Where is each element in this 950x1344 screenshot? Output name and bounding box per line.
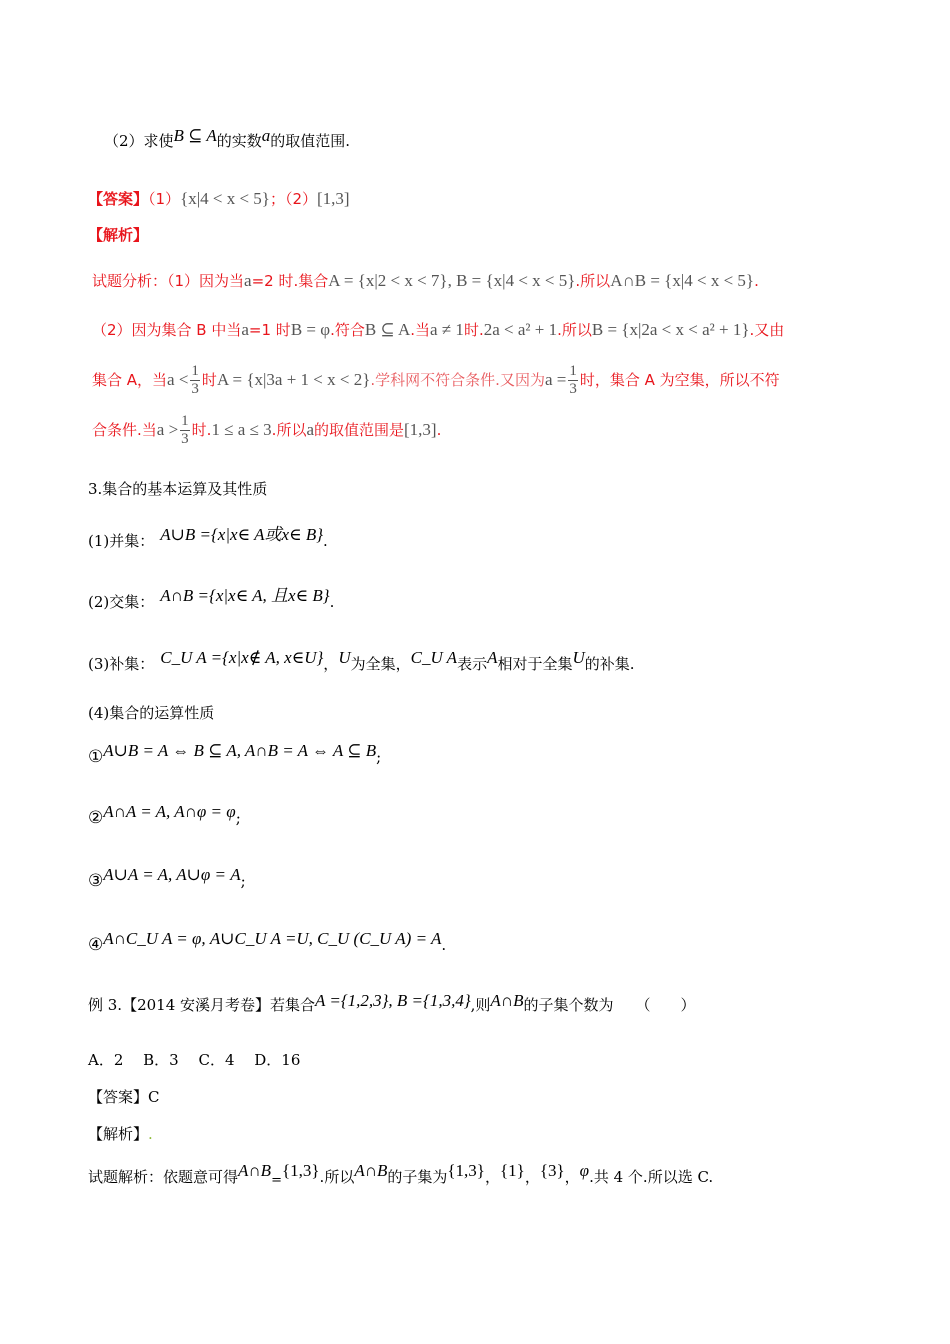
text-segment: ， [524,1168,540,1186]
text-segment: [1,3] [404,420,437,439]
text-segment: .符合 [330,321,365,339]
text-segment: . [329,593,335,611]
text-segment: .所以 [319,1168,355,1186]
fraction-one-third [180,413,190,448]
text-segment: B = {x|2a < x < a² + 1} [591,320,750,339]
text-segment: A∩B [354,1161,388,1180]
text-segment: .所以 [271,421,307,439]
intersection-definition [88,585,335,611]
text-segment: ; [235,809,241,827]
text-segment: (2)交集： [88,593,155,611]
text-segment: ， [323,655,339,673]
text-segment: . [436,421,442,439]
text-segment: A∩A = A, A∩φ = φ [103,802,236,821]
text-segment: ,则 [470,996,491,1014]
text-segment: A = {x|3a + 1 < x < 2} [216,370,371,389]
text-segment: 时，集合 A 为空集，所以不符 [579,371,780,389]
text-segment: 时 [201,371,217,389]
text-segment: 【答案】 [88,190,149,208]
fraction-one-third [568,363,578,398]
text-segment: ; [240,872,246,890]
property-1 [88,740,382,767]
text-segment: (1)并集： [88,532,155,550]
text-segment: . [754,272,759,290]
text-segment: 3 [569,381,577,397]
analysis-label: 【解析】 [88,226,149,244]
text-segment: ， [564,1168,580,1186]
text-segment: 1 ≤ a ≤ 3 [211,420,272,439]
text-segment: .学科网不符合条件.又因为 [370,371,545,389]
text-segment: a [306,420,314,439]
solution-line-2 [92,319,784,341]
text-segment: U [572,648,585,667]
text-segment: A∪A = A, A∪φ = A [103,865,241,884]
answer-line [88,188,350,210]
answer-options: A．2 B．3 C．4 D．16 [88,1051,301,1069]
text-segment: 1 [191,363,199,379]
text-segment: A∩B [490,991,524,1010]
text-segment: A∪B = A ⇔ B ⊆ A, A∩B = A ⇔ A ⊆ B [103,741,377,760]
text-segment: 时. [463,321,484,339]
text-segment: ④ [88,935,104,955]
text-segment: B ⊆ A [173,126,217,145]
text-segment: .所以 [557,321,592,339]
text-segment: 3 [191,381,199,397]
example-3-analysis [88,1123,153,1145]
text-segment: A∩B ={x|x∈ A, 且x∈ B} [160,586,330,605]
text-segment: {1,3} [447,1161,485,1180]
question-2 [104,126,351,152]
text-segment: U [338,648,351,667]
text-segment: . [148,1125,153,1143]
text-segment: A∩C_U A = φ, A∪C_U A =U, C_U (C_U A) = A [103,929,442,948]
text-segment: ；（2） [269,190,318,208]
text-segment: a [261,126,271,145]
text-segment: ; [376,748,382,766]
text-segment: a = [544,370,567,389]
text-segment: 时. [191,421,212,439]
text-segment: 1 [181,413,189,429]
text-segment: 的取值范围是 [314,421,405,439]
text-segment: 的实数 [216,132,262,150]
text-segment: A ={1,2,3}, B ={1,3,4} [315,991,471,1010]
text-segment: .所以 [575,272,611,290]
text-segment: a [244,271,252,290]
example-3-solution [88,1160,714,1188]
text-segment: B = φ [290,320,331,339]
text-segment: a < [167,370,189,389]
text-segment: A = {x|2 < x < 7}, B = {x|4 < x < 5} [328,271,576,290]
properties-title: (4)集合的运算性质 [88,704,215,722]
text-segment: φ [579,1161,590,1180]
text-segment: （ ） [635,996,696,1014]
text-segment: ③ [88,871,104,891]
text-segment: A∩B [238,1161,272,1180]
text-segment: 集合 A，当 [92,371,168,389]
text-segment: 2a < a² + 1 [483,320,558,339]
text-segment: 合条件.当 [92,421,157,439]
text-segment: （2）因为集合 B 中当 [92,321,242,339]
text-segment: B ⊆ A [364,320,411,339]
text-segment: = [271,1173,282,1188]
solution-line-1 [92,270,759,292]
text-segment: （2）求使 [104,132,174,150]
property-4 [88,928,447,955]
text-segment: .当 [410,321,431,339]
text-segment: A∪B ={x|x∈ A或x∈ B} [160,525,324,544]
text-segment: 相对于全集 [497,655,573,673]
solution-line-3 [92,362,780,398]
text-segment: 3 [181,431,189,447]
text-segment: ② [88,808,104,828]
text-segment: [1,3] [317,189,350,208]
text-segment: A [487,648,498,667]
text-segment: A∩B = {x|4 < x < 5} [610,271,755,290]
text-segment: .又由 [749,321,785,339]
text-segment: {1,3} [281,1161,320,1180]
text-segment: 【解析】 [88,1125,149,1143]
property-2 [88,801,241,828]
text-segment: . [441,936,447,954]
text-segment: . [323,532,328,550]
text-segment: C_U A [410,648,458,667]
text-segment: a > [156,420,179,439]
text-segment: =1 时 [248,321,291,339]
text-segment: 试题分析：（1）因为当 [92,272,245,290]
text-segment: C_U A ={x|x∉ A, x∈U} [160,648,324,667]
text-segment: 的取值范围. [270,132,351,150]
text-segment: ① [88,747,104,767]
text-segment: 的补集. [584,655,635,673]
text-segment: 的子集个数为 [523,996,614,1014]
text-segment: a ≠ 1 [430,320,464,339]
solution-line-4 [92,412,441,448]
text-segment: .共 4 个.所以选 C. [589,1168,714,1186]
text-segment: 为全集， [350,655,411,673]
text-segment: {1} [499,1161,525,1180]
text-segment: {3} [539,1161,565,1180]
text-segment: a [241,320,249,339]
example-3-answer: 【答案】C [88,1088,160,1106]
text-segment: （1） [148,190,181,208]
text-segment: ， [484,1168,500,1186]
text-segment: 1 [569,363,577,379]
text-segment: =2 时.集合 [251,272,329,290]
complement-definition [88,647,635,673]
fraction-one-third [190,363,200,398]
text-segment: 的子集为 [387,1168,448,1186]
property-3 [88,864,246,891]
text-segment: {x|4 < x < 5} [180,189,270,208]
section-3-title: 3.集合的基本运算及其性质 [88,480,268,498]
text-segment: 试题解析：依题意可得 [88,1168,239,1186]
text-segment: 例 3.【2014 安溪月考卷】若集合 [88,996,316,1014]
union-definition [88,524,328,550]
text-segment: (3)补集： [88,655,155,673]
text-segment: 表示 [457,655,488,673]
example-3 [88,990,696,1012]
